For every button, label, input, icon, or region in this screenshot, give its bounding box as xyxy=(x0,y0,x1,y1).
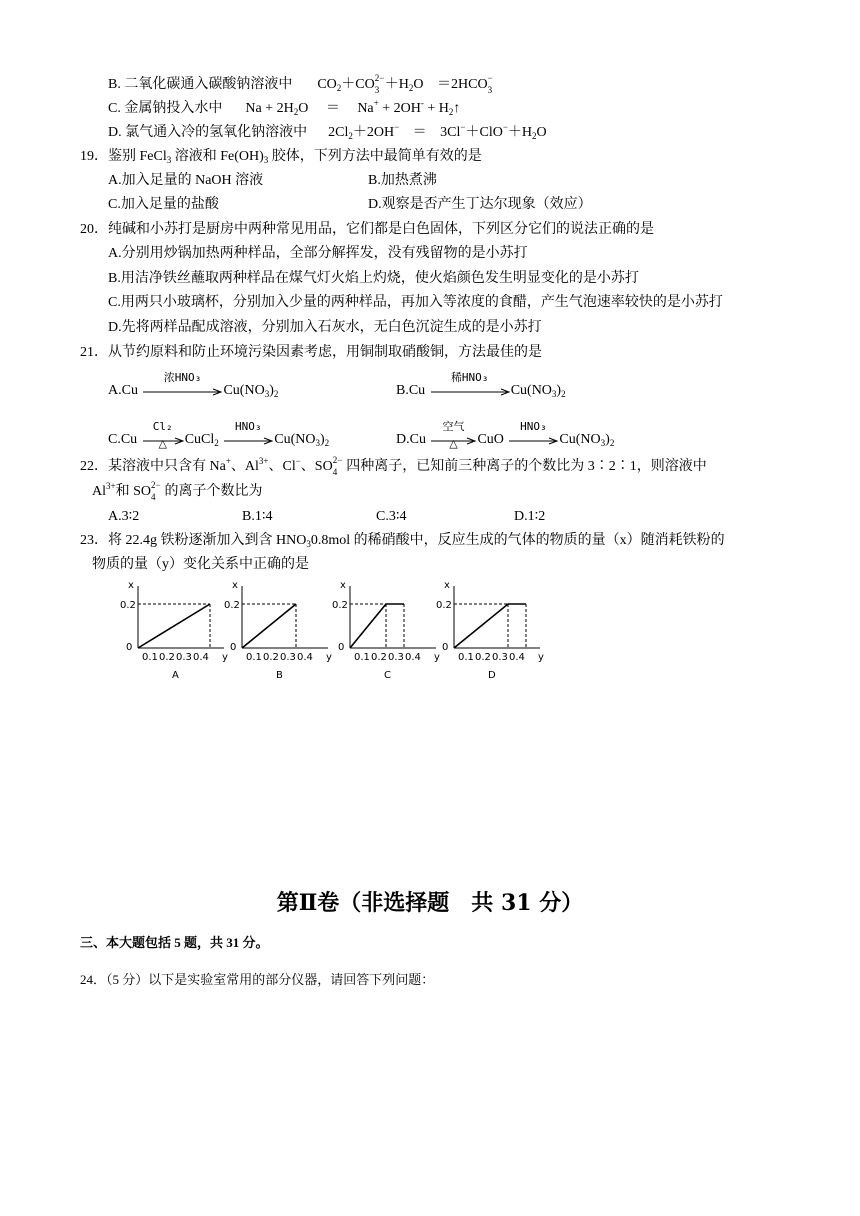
tick-label: 0.2 xyxy=(332,600,348,611)
reaction-arrow: Cl₂ △ xyxy=(141,431,185,449)
y-axis-label: y xyxy=(434,652,440,663)
q22-option-b: B.1∶4 xyxy=(242,509,273,524)
tick-label: 0.2 xyxy=(436,600,452,611)
origin-label: 0 xyxy=(230,642,237,653)
tick-label: 0.2 xyxy=(224,600,240,611)
q20-option-b: B.用洁净铁丝蘸取两种样品在煤气灯火焰上灼烧，使火焰颜色发生明显变化的是小苏打 xyxy=(108,271,639,286)
origin-label: 0 xyxy=(338,642,345,653)
reaction-arrow: 空气 △ xyxy=(429,431,477,449)
y-axis-label: y xyxy=(326,652,332,663)
tick-label: 0.1 xyxy=(458,652,474,663)
q23-graph-d xyxy=(434,578,546,687)
x-axis-label: x xyxy=(444,580,450,591)
graph-label: C xyxy=(384,670,391,681)
q23-line2: 物质的量（y）变化关系中正确的是 xyxy=(92,557,309,572)
q21-option-c: C.Cu Cl₂ △ CuCl$_2$ HNO₃ $Cu(NO_3)_2$ xyxy=(108,420,330,450)
q21-option-b: B.Cu 稀HNO₃ $Cu(NO_3)_2$ xyxy=(396,371,566,399)
tick-label: 0.3 xyxy=(492,652,508,663)
q19-stem: 19．鉴别 FeCl$_3$ 溶液和 $Fe(OH)_3$ 胶体，下列方法中最简单有效的是 xyxy=(80,149,482,165)
reaction-arrow: 稀HNO₃ xyxy=(429,382,511,400)
tick-label: 0.3 xyxy=(388,652,404,663)
q24-stem: 24．（5 分）以下是实验室常用的部分仪器，请回答下列问题： xyxy=(80,972,435,987)
tick-label: 0.4 xyxy=(509,652,525,663)
q22-line2: $Al^{3+}$和 SO 2− 4 的离子个数比为 xyxy=(92,480,263,502)
q20-option-a: A.分别用炒锅加热两种样品，全部分解挥发，没有残留物的是小苏打 xyxy=(108,246,528,261)
x-axis-label: x xyxy=(340,580,346,591)
tick-label: 0.4 xyxy=(297,652,313,663)
reaction-arrow: 浓HNO₃ xyxy=(141,382,223,400)
q20-option-d: D.先将两样品配成溶液，分别加入石灰水，无白色沉淀生成的是小苏打 xyxy=(108,320,542,335)
tick-label: 0.3 xyxy=(280,652,296,663)
q22-option-d: D.1∶2 xyxy=(514,509,546,524)
x-axis-label: x xyxy=(232,580,238,591)
origin-label: 0 xyxy=(126,642,133,653)
q20-option-c: C.用两只小玻璃杯，分别加入少量的两种样品，再加入等浓度的食醋，产生气泡速率较快的是小苏打 xyxy=(108,295,723,310)
q21-option-d: D.Cu 空气 △ CuO HNO₃ $Cu(NO_3)_2$ xyxy=(396,420,615,450)
reaction-arrow: HNO₃ xyxy=(222,431,274,449)
tick-label: 0.1 xyxy=(354,652,370,663)
q23-graph-b xyxy=(222,578,334,687)
reaction-arrow: HNO₃ xyxy=(507,431,559,449)
section-heading: 三、本大题包括 5 题，共 31 分。 xyxy=(80,935,269,950)
tick-label: 0.4 xyxy=(405,652,421,663)
q18-option-d: D. 氯气通入冷的氢氧化钠溶液中 $2Cl_2+2OH^- = 3Cl^-+ClO^-+H_2O$ xyxy=(108,122,547,141)
data-line xyxy=(138,604,210,648)
q23-graph-c xyxy=(330,578,442,687)
y-axis-label: y xyxy=(538,652,544,663)
x-axis-label: x xyxy=(128,580,134,591)
data-line xyxy=(350,604,404,648)
origin-label: 0 xyxy=(442,642,449,653)
q19-option-b: B.加热煮沸 xyxy=(368,173,437,188)
tick-label: 0.1 xyxy=(246,652,262,663)
q23-graph-a xyxy=(118,578,230,687)
tick-label: 0.2 xyxy=(159,652,175,663)
q23-stem: 23．将 22.4g 铁粉逐渐加入到含 $HNO_30.8mol$ 的稀硝酸中，反应生成的气体的物质的量（x）随消耗铁粉的 xyxy=(80,533,725,549)
graph-label: A xyxy=(172,670,179,681)
tick-label: 0.2 xyxy=(120,600,136,611)
tick-label: 0.2 xyxy=(475,652,491,663)
q22-option-a: A.3∶2 xyxy=(108,509,140,524)
graph-label: D xyxy=(488,670,496,681)
data-line xyxy=(454,604,526,648)
tick-label: 0.4 xyxy=(193,652,209,663)
q19-option-d: D.观察是否产生丁达尔现象（效应） xyxy=(368,197,592,212)
part2-title: 第Ⅱ卷（非选择题 共 31 分） xyxy=(276,890,584,916)
q21-stem: 21．从节约原料和防止环境污染因素考虑，用铜制取硝酸铜，方法最佳的是 xyxy=(80,345,542,360)
y-axis-label: y xyxy=(222,652,228,663)
q22-option-c: C.3∶4 xyxy=(376,509,407,524)
q21-option-a: A.Cu 浓HNO₃ $Cu(NO_3)_2$ xyxy=(108,371,279,399)
q22-stem: 22．某溶液中只含有 Na+、$Al^{3+}$、Cl−、SO 2− 4 四种离子，已知前三种离子的个数比为 3∶2∶1，则溶液中 xyxy=(80,455,707,477)
tick-label: 0.3 xyxy=(176,652,192,663)
data-line xyxy=(242,604,296,648)
tick-label: 0.2 xyxy=(371,652,387,663)
q18-option-b: B. 二氧化碳通入碳酸钠溶液中 $CO_2+CO$ 2− 3 $+H_2O =2HCO$ − 3 xyxy=(108,73,493,95)
q18-option-c: C. 金属钠投入水中 $Na + 2H_2O = Na^+ + 2OH^-$ + $H_2↑$ xyxy=(108,98,461,117)
graph-label: B xyxy=(276,670,283,681)
q20-stem: 20．纯碱和小苏打是厨房中两种常见用品，它们都是白色固体，下列区分它们的说法正确的是 xyxy=(80,222,654,237)
tick-label: 0.1 xyxy=(142,652,158,663)
q19-option-c: C.加入足量的盐酸 xyxy=(108,197,219,212)
tick-label: 0.2 xyxy=(263,652,279,663)
q19-option-a: A.加入足量的 NaOH 溶液 xyxy=(108,173,264,188)
